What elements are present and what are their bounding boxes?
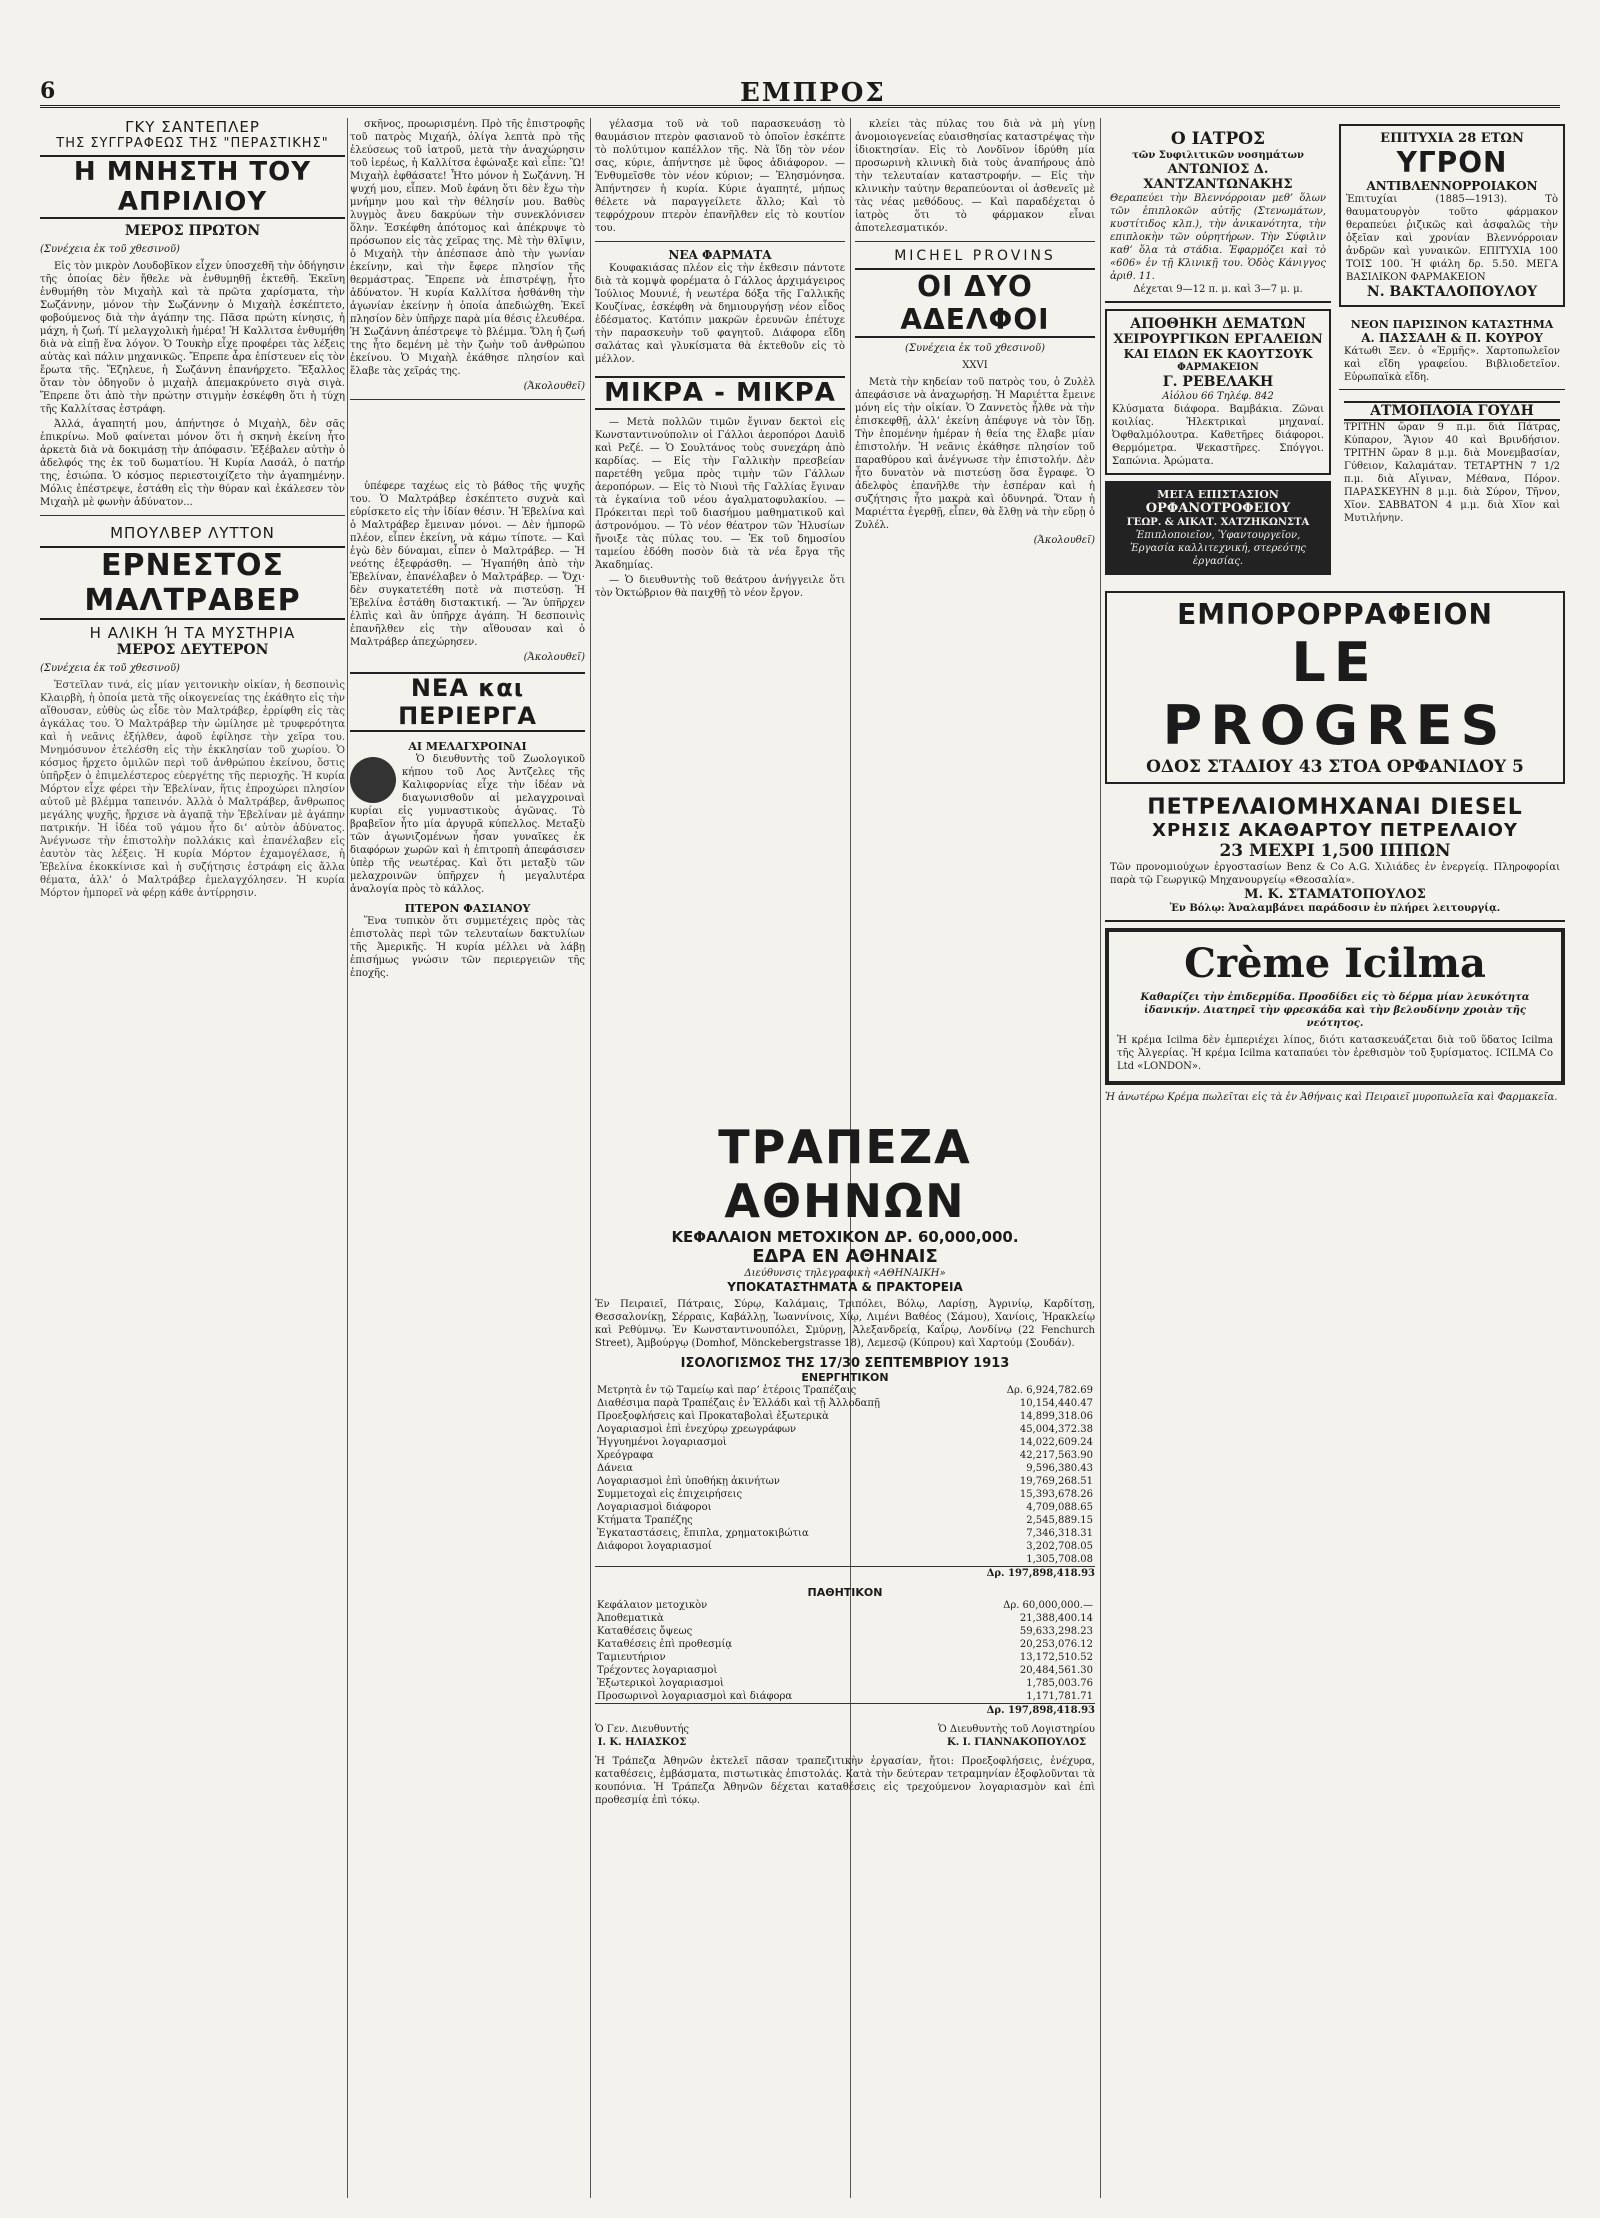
- news-fashion-head: ΝΕΑ ΦΑΡΜΑΤΑ: [668, 248, 772, 262]
- novel-chapter: XXVI: [962, 360, 988, 371]
- signer-name: Ι. Κ. ΗΛΙΑΣΚΟΣ: [597, 1737, 687, 1748]
- news-section-title: ΝΕΑ και ΠΕΡΙΕΡΓΑ: [350, 672, 585, 732]
- masthead: [40, 78, 1560, 108]
- ledger-label: Λογαριασμοὶ ἐπὶ ὑποθήκῃ ἀκινήτων: [597, 1476, 780, 1487]
- newspaper-name: ΕΜΠΡΟΣ: [740, 78, 886, 108]
- ledger-amount: 7,346,318.31: [1026, 1528, 1093, 1539]
- ledger-amount: 20,484,561.30: [1019, 1665, 1093, 1676]
- ad-doctor-sub: τῶν Συφιλιτικῶν νοσημάτων: [1132, 150, 1304, 161]
- serial-to-be-continued: (Ἀκολουθεῖ): [523, 381, 585, 392]
- novel-to-be-continued: (Ἀκολουθεῖ): [1033, 535, 1095, 546]
- serial2-part: ΜΕΡΟΣ ΔΕΥΤΕΡΟΝ: [116, 642, 269, 658]
- serial2-body-continued: ὑπέφερε ταχέως εἰς τὸ βάθος τῆς ψυχῆς του. Ὁ Μαλτράβερ ἐσκέπτετο συχνὰ καὶ εὑρίσκετο εἰς τὴν ἰδίαν θέσιν. Ἡ Ἐβελίνα καὶ ὁ Μαλτράβερ ἔμειναν μόνοι. — Δὲν ἠμπορῶ πλέον, εἶπεν ἐκείνη, νὰ κάμω τίποτε. — Καὶ ἐγὼ δὲν δύναμαι, εἶπεν ὁ Μαλτράβερ. — Ἡ νεότης ἐξεφράσθη. — Ἠγαπήθη ἀπὸ τὴν Ἐβελίναν, ἐπανέλαβεν ὁ Μαλτράβερ. — Ὄχι· δὲν συγκατετέθη ποτὲ νὰ πιστεύσῃ. Ἡ Ἐβελίνα ἐστάθη διστακτική. — Ἂν ὑπῆρχεν ἐλπὶς καὶ ἂν ὑπῆρχε ἀγάπη. Ἡ δεσποινὶς ἐπανῆλθεν εἰς τὴν αἴθουσαν καὶ ὁ Μαλτράβερ ἀπεχώρησεν.: [350, 481, 585, 648]
- bank-balance-head: ΙΣΟΛΟΓΙΣΜΟΣ ΤΗΣ 17/30 ΣΕΠΤΕΜΒΡΙΟΥ 1913: [680, 1356, 1010, 1371]
- serial-series: ΤΗΣ ΣΥΓΓΡΑΦΕΩΣ ΤΗΣ "ΠΕΡΑΣΤΙΚΗΣ": [56, 136, 329, 151]
- bank-signatures: [595, 1723, 1095, 1749]
- ledger-row: [595, 1462, 1095, 1475]
- ledger-row: [595, 1690, 1095, 1703]
- ad-orphanage-title: ΟΡΦΑΝΟΤΡΟΦΕΙΟΥ: [1145, 501, 1291, 516]
- ad-pharmacy-1: [1339, 124, 1565, 307]
- bank-assets-head: ΕΝΕΡΓΗΤΙΚΟΝ: [801, 1371, 889, 1384]
- ledger-row: [595, 1625, 1095, 1638]
- signer-role: Ὁ Γεν. Διευθυντής: [595, 1724, 690, 1735]
- ad-pharmacy-2-name: Γ. ΡΕΒΕΛΑΚΗ: [1162, 374, 1274, 390]
- ledger-row: [595, 1599, 1095, 1612]
- ad-creme-footer: Ἡ ἀνωτέρω Κρέμα πωλεῖται εἰς τὰ ἐν Ἀθήναις καὶ Πειραιεῖ μυροπωλεῖα καὶ Φαρμακεῖα.: [1105, 1092, 1558, 1103]
- ledger-row: [595, 1423, 1095, 1436]
- ledger-row: [595, 1527, 1095, 1540]
- ledger-amount: Δρ. 60,000,000.—: [1003, 1600, 1093, 1611]
- bank-liabilities-head: ΠΑΘΗΤΙΚΟΝ: [807, 1586, 883, 1599]
- ledger-label: Ἐξωτερικοὶ λογαριασμοὶ: [597, 1678, 724, 1689]
- bank-advertisement: [595, 1120, 1095, 2200]
- ledger-amount: 3,202,708.05: [1026, 1541, 1093, 1552]
- ad-le-progres-head: ΕΜΠΟΡΟΡΡΑΦΕΙΟΝ: [1177, 598, 1493, 631]
- column-divider: [590, 118, 591, 2198]
- ad-diesel-city: Ἐν Βόλῳ: Ἀναλαμβάνει παράδοσιν ἐν πλήρει λειτουργίᾳ.: [1169, 903, 1501, 914]
- ad-creme-title: Crème Icilma: [1184, 940, 1486, 987]
- ledger-amount: 45,004,372.38: [1019, 1424, 1093, 1435]
- ledger-amount: 14,022,609.24: [1019, 1437, 1093, 1448]
- bank-liabilities-table: [595, 1599, 1095, 1703]
- ad-diesel-power: 23 ΜΕΧΡΙ 1,500 ΙΠΠΩΝ: [1219, 841, 1451, 861]
- ledger-row: [595, 1475, 1095, 1488]
- ad-creme-icilma: [1105, 928, 1565, 1085]
- ledger-label: Κτήματα Τραπέζης: [597, 1515, 693, 1526]
- ledger-amount: 15,393,678.26: [1019, 1489, 1093, 1500]
- bank-assets-table: [595, 1384, 1095, 1566]
- ledger-amount: 9,596,380.43: [1026, 1463, 1093, 1474]
- ledger-row: [595, 1501, 1095, 1514]
- serial-continued: (Συνέχεια ἐκ τοῦ χθεσινοῦ): [40, 244, 180, 255]
- column3-body: γέλασμα τοῦ νὰ τοῦ παρασκευάσῃ τὸ θαυμάσιον πτερὸν φασιανοῦ τὸ ὁποῖον ἐσκέπτε τὸ πολύτιμον καπέλλον τῆς. Νὰ ἴδῃ τὸν νέον σας, κύριε, ἀπήντησε μὲ ὕφος ἀδιάφορον. — Ἐνθυμεῖσθε τὸν νέον κύριον; — Ἐλησμόνησα. Ἀπήντησεν ἡ κυρία. Κύριε ἀγαπητέ, μήπως θέλετε νὰ παραγγείλετε ἄλλο; Καὶ τὸ τεφρόχρουν πτερὸν ἐπανῆλθεν εἰς τὸ κουτίον του.: [595, 119, 845, 234]
- ad-creme-body: Ἡ κρέμα Icilma δὲν ἐμπεριέχει λίπος, διότι κατασκευάζεται διὰ τοῦ ὕδατος Icilma τῆς Ἀλγερίας. Ἡ κρέμα Icilma καταπαύει τὸν ἐρεθισμὸν τοῦ ξυρίσματος. ICILMA Co Ltd «LONDON».: [1117, 1035, 1553, 1072]
- ledger-amount: 1,785,003.76: [1026, 1678, 1093, 1689]
- ledger-label: Λογαριασμοὶ διάφοροι: [597, 1502, 712, 1513]
- ad-doctor-hours: Δέχεται 9—12 π. μ. καὶ 3—7 μ. μ.: [1133, 284, 1303, 295]
- novel-body: Μετὰ τὴν κηδείαν τοῦ πατρὸς του, ὁ Ζυλὲλ ἀπεφάσισε νὰ ἀναχωρήσῃ. Ἡ Μαριέττα ἔμεινε μόνη εἰς τὴν οἰκίαν. Ὁ Ζαννετὸς ἦλθε νὰ τὴν ἐπισκεφθῇ, ἀλλ’ ἐκείνη ἀπέφυγε νὰ τὸν ἴδῃ. Τὴν ἑπομένην ἡμέραν ἡ θεία της ἔλαβε μίαν ἐπιστολήν. Ἡ νεᾶνις ἐκάθησε πλησίον τοῦ παραθύρου καὶ ἀνέγνωσε τὴν ἐπιστολήν. Δὲν ἦτο δυνατὸν νὰ πιστεύσῃ ὅσα ἔγραφε. Ὁ ἀδελφὸς ἐπανῆλθε τὴν ἑσπέραν καὶ ἡ συζήτησις ἦτο μακρὰ καὶ ὀδυνηρά. Ὅταν ἡ Μαριέττα ἐγερθῇ, εἶπεν, θὰ ἔλθῃ νὰ τὴν εὕρῃ ὁ Ζυλέλ.: [855, 377, 1095, 531]
- ledger-label: [595, 1553, 975, 1566]
- ad-diesel-head: ΠΕΤΡΕΛΑΙΟΜΗΧΑΝΑΙ DIESEL: [1147, 795, 1523, 820]
- ledger-label: Δάνεια: [597, 1463, 633, 1474]
- ad-diesel-name: Μ. Κ. ΣΤΑΜΑΤΟΠΟΥΛΟΣ: [1244, 887, 1426, 902]
- ledger-label: Μετρητὰ ἐν τῷ Ταμείῳ καὶ παρ’ ἑτέροις Τραπέζαις: [597, 1385, 857, 1396]
- ad-pharmacy-2-address: Αἰόλου 66 Τηλέφ. 842: [1162, 391, 1274, 402]
- serial-part: ΜΕΡΟΣ ΠΡΩΤΟΝ: [124, 223, 261, 239]
- ledger-row: [595, 1553, 1095, 1566]
- serial2-body: Ἐστεῖλαν τινά, εἰς μίαν γειτονικὴν οἰκίαν, ἡ δεσποινὶς Κλαιρβὴ, ἡ ὁποία μετὰ τῆς οἰκογενείας της ἐκάθητο εἰς τὴν αἴθουσαν, εὐθὺς ὡς εἶδε τὸν Μαλτράβερ, ἐρρίφθη εἰς τὰς ἀγκάλας του. Ὁ Μαλτράβερ τὴν ὡμίλησε μὲ τρυφερότητα καὶ ἡ νεᾶνις ἐξήλθεν, ἀφοῦ ἐφίλησε τὴν χεῖρα του. Μνημόσυνον ἐτελέσθη εἰς τὴν ἐκκλησίαν τοῦ χωρίου. Ὁ κόσμος ἤρχετο ὁμιλῶν περὶ τοῦ ἀνθρώπου ἐκείνου, ὅστις ὑπῆρξεν ὁ ἐπιμελέστερος εὐεργέτης τῆς περιοχῆς. Ἡ κυρία Μόρτον εἶχε φέρει τὴν Ἐβελίναν, ἥτις ἐπροχώρει πλησίον αὐτοῦ μὲ βλέμμα ταπεινόν. Ἀλλὰ ὁ Μαλτράβερ, ἄνθρωπος μεγάλης ψυχῆς, ἤρχισε νὰ ἀγαπᾷ τὴν Ἐβελίναν μὲ ἀγάπην πατρικήν. Ἡ ἰδέα τοῦ γάμου ἦτο δι’ αὐτὸν ἀδύνατος. Ἀνέγνωσε τὴν ἐπιστολὴν πολλάκις καὶ ἐπανέλαβεν εἰς ἑαυτὸν τὰς λέξεις. Ἡ κυρία Μόρτον ἐχαμογέλασε, ἡ Ἐβελίνα ἐκοκκίνισε καὶ ἡ συζήτησις ἐστράφη εἰς ἄλλα θέματα, ἀλλ’ ὁ Μαλτράβερ ἐμελαγχόλησεν. Ἡ κυρία Μόρτον ἠμπορεῖ νὰ φέρῃ κάθε ἀντίρρησιν.: [40, 680, 345, 899]
- column-2: [350, 118, 585, 2198]
- ledger-row: [595, 1449, 1095, 1462]
- ad-doctor: [1105, 124, 1331, 303]
- ad-steamships: [1339, 396, 1565, 530]
- ledger-row: [595, 1514, 1095, 1527]
- ledger-row: [595, 1384, 1095, 1397]
- ad-orphanage-body: Ἐπιπλοποιεῖον, Ὑφαντουργεῖον, Ἐργασία καλλιτεχνική, στερεότης ἐργασίας.: [1130, 530, 1306, 567]
- ad-diesel: [1105, 790, 1565, 922]
- ad-doctor-body: Θεραπεύει τὴν Βλεννόρροιαν μεθ’ ὅλων τῶν ἐπιπλοκῶν αὐτῆς (Στενωμάτων, κυστίτιδος κλπ.), τὴν ἀνικανότητα, τὴν επιπλοκὴν τῶν οὐρητήρων. Τὴν Σύφιλιν καθ’ ὅλα τὰ στάδια. Ἐφαρμόζει καὶ τὸ «606» ἐν τῇ Κλινικῇ του. Ὁδὸς Κάνιγγος ἀριθ. 11.: [1110, 193, 1326, 282]
- ledger-row: [595, 1651, 1095, 1664]
- ledger-amount: 42,217,563.90: [1019, 1450, 1093, 1461]
- serial2-subtitle: Η ΑΛΙΚΗ Ή ΤΑ ΜΥΣΤΗΡΙΑ: [89, 624, 296, 642]
- ledger-label: Κεφάλαιον μετοχικὸν: [597, 1600, 708, 1611]
- ad-creme-slogan: Καθαρίζει τὴν ἐπιδερμίδα. Προσδίδει εἰς τὸ δέρμα μίαν λευκότητα ἰδανικήν. Διατηρεῖ τὴν φρεσκάδα καὶ τὴν βελουδίνην χροιὰν τῆς νεότητος.: [1140, 992, 1530, 1029]
- ledger-row: [595, 1664, 1095, 1677]
- column-4: [855, 118, 1095, 1108]
- ledger-amount: 19,769,268.51: [1019, 1476, 1093, 1487]
- ledger-label: Καταθέσεις ὄψεως: [597, 1626, 693, 1637]
- news-item-head: ΑΙ ΜΕΛΑΓΧΡΟΙΝΑΙ: [408, 740, 527, 753]
- ledger-row: [595, 1488, 1095, 1501]
- ledger-amount: 1,305,708.08: [1026, 1554, 1093, 1565]
- serial2-to-be-continued: (Ἀκολουθεῖ): [523, 652, 585, 663]
- bank-branches: Ἐν Πειραιεῖ, Πάτραις, Σύρῳ, Καλάμαις, Τριπόλει, Βόλῳ, Λαρίσῃ, Ἀγρινίῳ, Καρδίτσῃ, Θεσσαλονίκῃ, Σέρραις, Καβάλλῃ, Ἰωαννίνοις, Χίῳ, Λιμένι Βαθέος (Σάμου), Χανίοις, Ἡρακλείῳ καὶ Ρεθύμνῳ. Ἐν Κωνσταντινουπόλει, Σμύρνῃ, Ἀλεξανδρείᾳ, Καΐρῳ, Λονδίνῳ (22 Fenchurch Street), Ἀμβούργῳ (Domhof, Mönckebergstrasse 18), Λεμεσῷ (Κύπρου) καὶ Χαρτούμ (Σουδάν).: [595, 1299, 1095, 1349]
- ad-pharmacy-1-head: ΕΠΙΤΥΧΙΑ 28 ΕΤΩΝ: [1380, 131, 1524, 146]
- ads-top-row: [1105, 118, 1565, 581]
- column-divider: [347, 118, 348, 2198]
- ledger-amount: 4,709,088.65: [1026, 1502, 1093, 1513]
- ad-steamships-head: ΑΤΜΟΠΛΟΙΑ ΓΟΥΔΗ: [1344, 401, 1560, 421]
- bank-assets-total: Δρ. 197,898,418.93: [595, 1566, 1095, 1580]
- ledger-row: [595, 1410, 1095, 1423]
- short-news-title: ΜΙΚΡΑ - ΜΙΚΡΑ: [595, 376, 845, 410]
- ad-paris-store: [1339, 313, 1565, 390]
- bank-footer: Ἡ Τράπεζα Ἀθηνῶν ἐκτελεῖ πᾶσαν τραπεζιτικὴν ἐργασίαν, ἤτοι: Προεξοφλήσεις, ἐνέχυρα, καταθέσεις, ἐμβάσματα, πιστωτικὰς ἐπιστολάς. Κατὰ τὴν δεύτεραν τετραμηνίαν ἐξοφλοῦνται τὰ κουπόνια. Ἡ Τράπεζα Ἀθηνῶν δέχεται καταθέσεις εἰς τρεχούμενον λογαριασμὸν καὶ ἐπὶ προθεσμίᾳ ἐπὶ τόκῳ.: [595, 1756, 1095, 1806]
- ledger-label: Ἀποθεματικὰ: [597, 1613, 664, 1624]
- ledger-amount: 2,545,889.15: [1026, 1515, 1093, 1526]
- ledger-row: [595, 1638, 1095, 1651]
- bank-branches-head: ΥΠΟΚΑΤΑΣΤΗΜΑΤΑ & ΠΡΑΚΤΟΡΕΙΑ: [727, 1280, 963, 1294]
- ledger-label: Ἐγκαταστάσεις, ἔπιπλα, χρηματοκιβώτια: [597, 1528, 809, 1539]
- column-1: [40, 118, 345, 2198]
- serial2-author: ΜΠΟΥΛΒΕΡ ΛΥΤΤΟΝ: [110, 524, 275, 542]
- ledger-row: [595, 1677, 1095, 1690]
- ledger-label: Συμμετοχαὶ εἰς ἐπιχειρήσεις: [597, 1489, 743, 1500]
- ledger-row: [595, 1540, 1095, 1553]
- ads-right-stack: [1339, 118, 1565, 581]
- ledger-row: [595, 1397, 1095, 1410]
- ledger-amount: Δρ. 6,924,782.69: [1006, 1385, 1093, 1396]
- news-fashion-body: Κουφακιάσας πλέον εἰς τὴν ἐκθεσιν πάντοτε διὰ τὰ κομψὰ φορέματα ὁ Γάλλος ἀρχιμάγειρος Ἰούλιος Μουνιέ, ἡ νεωτέρα δόξα τῆς Γαλλικῆς Κουζίνας, ἐσκέφθη νὰ δημιουργήσῃ νέον εἶδος ἐδέσματος. Κατόπιν μακρῶν ἐρευνῶν ἐπέτυχε τὴν παρασκευὴν τοῦ φαγητοῦ. Διάφορα εἴδη σαλάτας καὶ γλυκίσματα θὰ ἐκτεθοῦν εἰς τὸ μέλλον.: [595, 263, 845, 365]
- signer-name: Κ. Ι. ΓΙΑΝΝΑΚΟΠΟΥΛΟΣ: [947, 1737, 1087, 1748]
- ledger-row: [595, 1436, 1095, 1449]
- ad-le-progres-title: LE PROGRES: [1162, 631, 1508, 757]
- column4-body: κλείει τὰς πύλας του διὰ νὰ μὴ γίνῃ ἀνομοιογενείας εὐαισθησίας καταστρέψας τὴν ἰδιοκτησίαν. Εἰς τὸ Λονδῖνον ἰδρύθη μία προσωρινὴ κλινικὴ διὰ τοὺς ἀναπήρους ἀπὸ τὴν τελευταίαν καταστροφήν. — Εἰς τὴν κλινικὴν ταύτην θεραπεύονται οἱ ἀσθενεῖς μὲ τὰς νέας μεθόδους. — Καὶ παραδέχεται ὁ ἰατρὸς ὅτι τὸ φάρμακον εἶναι ἀποτελεσματικόν.: [855, 119, 1095, 234]
- ad-le-progres-address: ΟΔΟΣ ΣΤΑΔΙΟΥ 43 ΣΤΟΑ ΟΡΦΑΝΙΔΟΥ 5: [1146, 757, 1524, 777]
- bank-title: ΤΡΑΠΕΖΑ ΑΘΗΝΩΝ: [718, 1120, 972, 1228]
- serial-body-continued: σκῆνος, προωρισμένη. Πρὸ τῆς ἐπιστροφῆς τοῦ πατρὸς Μιχαήλ, ὀλίγα λεπτὰ πρὸ τῆς ἐλεύσεως τοῦ ἰατροῦ, μετὰ τὴν ἀναχώρησιν τοῦ ἱερέως, ἡ Καλλίτσα ἐφώναξε καὶ εἶπε: Ὢ! Μιχαὴλ ἐφθάσατε! Ἦτο μόνον ἡ Σωζάννη. Ἡ ψυχή μου, εἶπεν. Μοῦ ἐφάνη ὅτι δὲν ἔχω τὴν μνήμην μου καὶ τὴν θέλησίν μου. Βαθὺς λυγμὸς ἄνευ δακρύων τὴν συνεκλόνισεν ὅλην. Ἐσκέφθη ἀπότομος καὶ ἀπέκρυψε τὸ πρόσωπον εἰς τὰς χεῖρας της. Μὲ τὴν θλῖψιν, ὁ Μιχαὴλ τὴν ἀπέσπασε ἀπὸ τὴν γωνίαν ἐκείνην, καὶ τὴν ἔφερε πλησίον τῆς θερμάστρας. Ἔπρεπε νὰ ἐπιστρέψῃ, ἦτο ἀδύνατον. Ἡ κυρία Καλλίτσα ἠσθάνθη τὴν ἀγωνίαν ἐκείνην ἡ ὁποία ἀπεδιώχθη. Ἐκεῖ πλησίον δὲν ὑπῆρχε παρὰ μία θέσις ἐλευθέρα. Ἡ Σωζάννη ἀπέστρεψε τὸ βλέμμα. Ὅλη ἡ ζωή της ἦτο δεμένη μὲ τὴν ζωὴν τοῦ ἀνθρώπου ἐκείνου. Ὁ Μιχαὴλ ἐκάθησε πλησίον καὶ ἔλαβε τὰς χεῖράς της.: [350, 119, 585, 377]
- ledger-label: Διαθέσιμα παρὰ Τραπέζαις ἐν Ἑλλάδι καὶ τῇ Ἀλλοδαπῇ: [597, 1398, 880, 1409]
- ledger-label: Προσωρινοὶ λογαριασμοὶ καὶ διάφορα: [597, 1691, 793, 1702]
- short-news-body: — Μετὰ πολλῶν τιμῶν ἔγιναν δεκτοὶ εἰς Κωνσταντινούπολιν οἱ Γάλλοι ἀεροπόροι Δαυὶδ καὶ Ρεζέ. — Ὁ Σουλτάνος τοὺς συνεχάρη ἀπὸ καρδίας. — Εἰς τὴν Γαλλικὴν πρεσβείαν παρετέθη γεῦμα πρὸς τιμὴν τῶν Γάλλων ἀεροπόρων. — Εἰς τὸ Νιουὶ τῆς Γαλλίας ἔγιναν τὰ ἐγκαίνια τοῦ νέου ἀγαλματοφυλακίου. — Πρόκειται περὶ τοῦ διασήμου μαθηματικοῦ καὶ ἀστρονόμου. — Τὸ νέον θέατρον τῶν Ἠλυσίων ἤνοιξε τὰς πύλας του. — Ἐκ τοῦ δημοσίου ταμείου ἐδόθη ποσὸν διὰ τὰ νέα ἔργα τῆς Ἀκαδημίας.: [595, 417, 845, 571]
- ad-pharmacy-1-sub: ΑΝΤΙΒΛΕΝΝΟΡΡΟΙΑΚΟΝ: [1366, 179, 1538, 193]
- ledger-label: Ταμιευτήριον: [597, 1652, 666, 1663]
- column-3: [595, 118, 845, 1108]
- ads-left-stack: [1105, 118, 1331, 581]
- ledger-label: Διάφοροι λογαριασμοί: [597, 1541, 712, 1552]
- ad-diesel-sub: ΧΡΗΣΙΣ ΑΚΑΘΑΡΤΟΥ ΠΕΤΡΕΛΑΙΟΥ: [1152, 820, 1518, 841]
- ad-orphanage: [1105, 481, 1331, 575]
- bank-capital: ΚΕΦΑΛΑΙΟΝ ΜΕΤΟΧΙΚΟΝ ΔΡ. 60,000,000.: [671, 1228, 1019, 1246]
- ad-pharmacy-2-sub: ΚΑΙ ΕΙΔΩΝ ΕΚ ΚΑΟΥΤΣΟΥΚ: [1123, 347, 1313, 361]
- bank-liabilities-total: Δρ. 197,898,418.93: [595, 1703, 1095, 1717]
- ad-pharmacy-2-title: ΧΕΙΡΟΥΡΓΙΚΩΝ ΕΡΓΑΛΕΙΩΝ: [1113, 332, 1323, 347]
- novel-continued: (Συνέχεια ἐκ τοῦ χθεσινοῦ): [905, 343, 1045, 354]
- bank-seat: ΕΔΡΑ ΕΝ ΑΘΗΝΑΙΣ: [752, 1246, 938, 1267]
- ad-steamships-body: ΤΡΙΤΗΝ ὥραν 9 π.μ. διὰ Πάτρας, Κύπαρον, Ἅγιον 40 καὶ Βρινδήσιον. ΤΡΙΤΗΝ ὥραν 8 μ.μ. διὰ Μονεμβασίαν, Γύθειον, Καλαμάταν. ΤΕΤΑΡΤΗΝ 7 1/2 π.μ. διὰ Αἴγιναν, Μέθανα, Πόρον. ΠΑΡΑΣΚΕΥΗΝ 8 μ.μ. διὰ Σύρον, Τῆνον, Χῖον. ΣΑΒΒΑΤΟΝ 4 μ.μ. διὰ Χῖον καὶ Μυτιλήνην.: [1344, 422, 1560, 524]
- serial2-title: ΕΡΝΕΣΤΟΣ ΜΑΛΤΡΑΒΕΡ: [40, 546, 345, 620]
- novel-author: MICHEL PROVINS: [894, 248, 1056, 264]
- bank-signer-2: [938, 1723, 1095, 1749]
- column-5-ads: [1105, 118, 1565, 2198]
- bank-signer-1: [595, 1723, 689, 1749]
- serial-author: ΓΚΥ ΣΑΝΤΕΠΛΕΡ: [125, 118, 260, 136]
- ledger-amount: 10,154,440.47: [1019, 1398, 1093, 1409]
- short-news-body-2: — Ὁ διευθυντὴς τοῦ θεάτρου ἀνήγγειλε ὅτι τὸν Ὀκτώβριον θὰ παιχθῇ τὸ νέον ἔργον.: [595, 575, 845, 599]
- page-number: 6: [40, 78, 56, 104]
- ad-doctor-head: Ο ΙΑΤΡΟΣ: [1170, 129, 1266, 149]
- ledger-label: Χρεόγραφα: [597, 1450, 654, 1461]
- ledger-amount: 21,388,400.14: [1019, 1613, 1093, 1624]
- signer-role: Ὁ Διευθυντὴς τοῦ Λογιστηρίου: [938, 1724, 1095, 1735]
- ad-pharmacy-1-name: Ν. ΒΑΚΤΑΛΟΠΟΥΛΟΥ: [1366, 284, 1538, 300]
- ad-pharmacy-2-body: Κλύσματα διάφορα. Βαμβάκια. Ζῶναι κοιλίας. Ἡλεκτρικαὶ μηχαναί. Ὀφθαλμόλουτρα. Καθετῆρες διάφοροι. Θερμόμετρα. Ψεκαστῆρες. Σπόγγοι. Σαπώνια. Ἀρώματα.: [1112, 404, 1324, 467]
- ledger-row: [595, 1612, 1095, 1625]
- ad-pharmacy-2-head: ΑΠΟΘΗΚΗ ΔΕΜΑΤΩΝ: [1130, 316, 1306, 332]
- ledger-amount: 14,899,318.06: [1019, 1411, 1093, 1422]
- ledger-label: Ἠγγυημένοι λογαριασμοὶ: [597, 1437, 727, 1448]
- ad-orphanage-sub: ΓΕΩΡ. & ΑΙΚΑΤ. ΧΑΤΖΗΚΩΝΣΤΑ: [1126, 517, 1310, 528]
- ledger-amount: 13,172,510.52: [1019, 1652, 1093, 1663]
- bank-telegraph: Διεύθυνσις τηλεγραφικὴ «ΑΘΗΝΑΙΚΗ»: [744, 1268, 946, 1279]
- ad-paris-store-head: ΝΕΟΝ ΠΑΡΙΣΙΝΟΝ ΚΑΤΑΣΤΗΜΑ: [1350, 318, 1554, 331]
- ledger-label: Προεξοφλήσεις καὶ Προκαταβολαὶ ἐξωτερικὰ: [597, 1411, 829, 1422]
- ledger-amount: 20,253,076.12: [1019, 1639, 1093, 1650]
- ad-paris-store-name: Α. ΠΑΣΣΑΛΗ & Π. ΚΟΥΡΟΥ: [1361, 331, 1543, 345]
- rooster-illustration: [350, 757, 396, 803]
- ad-pharmacy-1-body: Ἐπιτυχίαι (1885—1913). Τὸ θαυματουργὸν τοῦτο φάρμακον θεραπεύει ῥιζικῶς καὶ ἀσφαλῶς τὴν ὀξεῖαν καὶ χρονίαν Βλεννόρροιαν ἀνδρῶν καὶ γυναικῶν. ΕΠΙΤΥΧΙΑ 100 ΤΟΙΣ 100. Ἡ φιάλη δρ. 5.50. ΜΕΓΑ ΒΑΣΙΛΙΚΟΝ ΦΑΡΜΑΚΕΙΟΝ: [1346, 194, 1558, 283]
- ledger-label: Τρέχοντες λογαριασμοὶ: [597, 1665, 718, 1676]
- column-divider: [1100, 118, 1101, 2198]
- novel-title: ΟΙ ΔΥΟ ΑΔΕΛΦΟΙ: [855, 268, 1095, 338]
- news-item-body: Ὁ διευθυντὴς τοῦ Ζωολογικοῦ κήπου τοῦ Λος Ἀντζελες τῆς Καλιφορνίας εἶχε τὴν ἰδέαν νὰ διαγωνισθοῦν αἱ μελαγχροιναὶ κυρίαι εἰς γυμναστικοὺς ἀγῶνας. Τὸ βραβεῖον ἦτο μία ἀργυρᾶ κύπελλος. Μεταξὺ τῶν ἀγωνιζομένων ἦσαν γυναῖκες ἐκ διαφόρων χωρῶν καὶ ἡ ἐπιτροπὴ ἀπεφάσισεν ὑπὲρ τῆς νεωτέρας. Καὶ ὅτι μεταξὺ τῶν μελαχροινῶν ὑπῆρχεν ἡ μεγαλυτέρα ἀναλογία πρὸς τὸ κάλλος.: [350, 754, 585, 895]
- ad-paris-store-body: Κάτωθι Ξεν. ὁ «Ἑρμῆς». Χαρτοπωλεῖον καὶ εἴδη γραφείου. Βιβλιοδετεῖον. Εὐρωπαϊκὰ εἴδη.: [1344, 346, 1560, 383]
- ad-pharmacy-1-title: ΥΓΡΟΝ: [1396, 146, 1508, 179]
- news-item2-body: Ἕνα τυπικὸν ὅτι συμμετέχεις πρὸς τὰς ἐπιστολὰς περὶ τῶν τελευταίων δακτυλίων τῆς Ἀμερικῆς. Ἡ κυρία μέλλει νὰ λάβῃ ἐπισήμως γνώσιν τῶν περιεργειῶν τῆς ἐποχῆς.: [350, 916, 585, 979]
- ad-doctor-name: ΑΝΤΩΝΙΟΣ Δ. ΧΑΝΤΖΑΝΤΩΝΑΚΗΣ: [1143, 162, 1293, 192]
- ad-pharmacy-2: [1105, 309, 1331, 475]
- ledger-label: Καταθέσεις ἐπὶ προθεσμίᾳ: [597, 1639, 733, 1650]
- ledger-amount: 59,633,298.23: [1019, 1626, 1093, 1637]
- news-item2-head: ΠΤΕΡΟΝ ΦΑΣΙΑΝΟΥ: [404, 902, 531, 915]
- serial-body: Εἰς τὸν μικρὸν Λουδοβῖκον εἶχεν ὑποσχεθῆ τὴν ὁδήγησιν τῆς ὁποίας δὲν ἤθελε νὰ ἐνθυμηθῇ ἐκτεθῆ. Ἐκεῖνη ἐνθυμήθη τὸν Μιχαὴλ καὶ τὰ πρῶτα χαρίσματα, τὴν Σωζάννην, μόνον τὴν Σωζάννην ὁ Μιχαὴλ ἐσκέπτετο, φοβούμενος διὰ τὴν ἀγάπην της. Πᾶσα πρώτη κίνησις, ἡ μάχη, ἡ ζωή. Τί μελαγχολικὴ ἡμέρα! Ἡ Καλλιτσα ἐνθυμήθη διὰ νὰ εἰπῇ ἕνα λόγον. Ὁ Τουκὴρ εἶχε προφέρει τὰς λέξεις αὐτὰς καὶ πάλιν μηχανικῶς. Ἔπρεπε ἆρα ἐπίστευεν εἰς τὸν ἔρωτα τῆς. Ἔζηλευε, ἡ Σωζάννη ἐπανήρχετο. Ἔξαλλος ὅταν τὸν ὁδηγοῦν ὁ μιχαὴλ ἀπεμακρύνετο σιγὰ σιγὰ. Ἔπρεπε ὅτι ἀπὸ τὴν πρώτην στιγμὴν ἐσκέφθη ὅτι ἡ τύχη τῆς Καλλίτσας ἐστράφη.: [40, 261, 345, 415]
- ledger-label: Λογαριασμοὶ ἐπὶ ἐνεχύρῳ χρεωγράφων: [597, 1424, 797, 1435]
- ledger-amount: 1,171,781.71: [1026, 1691, 1093, 1702]
- ad-orphanage-head: ΜΕΓΑ ΕΠΙΣΤΑΣΙΟΝ: [1157, 488, 1279, 501]
- ad-le-progres: [1105, 591, 1565, 784]
- ad-pharmacy-2-label: ΦΑΡΜΑΚΕΙΟΝ: [1177, 362, 1259, 373]
- ad-diesel-body: Τῶν προνομιούχων ἐργοστασίων Benz & Co A.G. Χιλιάδες ἐν ἐνεργείᾳ. Πληροφορίαι παρὰ τῷ Γεωργικῷ Μηχανουργείῳ «Θεοσαλία».: [1110, 862, 1560, 886]
- serial-title: Η ΜΝΗΣΤΗ ΤΟΥ ΑΠΡΙΛΙΟΥ: [40, 155, 345, 219]
- serial-body-2: Ἀλλά, ἀγαπητή μου, ἀπήντησε ὁ Μιχαὴλ, δὲν σᾶς ἐπικρίνω. Μοῦ φαίνεται μόνον ὅτι ἡ σκηνὴ ἐκείνη ἦτο ἀρκετὰ διὰ νὰ δοκιμάσῃ τὴν ἀπόφασιν. Ἐξέβαλεν αὐτὴν ὁ ἀδελφός της ἐκ τοῦ δωματίου. Ἡ Κυρία Λασάλ, ὁ πατήρ της, ἐσιώπα. Ὁ κόσμος περιεστοιχίζετο τὴν ἀγαπημένην. Μόλις ἐπέστρεψε, ἐστάθη εἰς τὴν θύραν καὶ ἐκάλεσεν τὸν Μιχαὴλ μὲ φωνὴν ἀδύνατον...: [40, 419, 345, 508]
- serial2-continued: (Συνέχεια ἐκ τοῦ χθεσινοῦ): [40, 663, 180, 674]
